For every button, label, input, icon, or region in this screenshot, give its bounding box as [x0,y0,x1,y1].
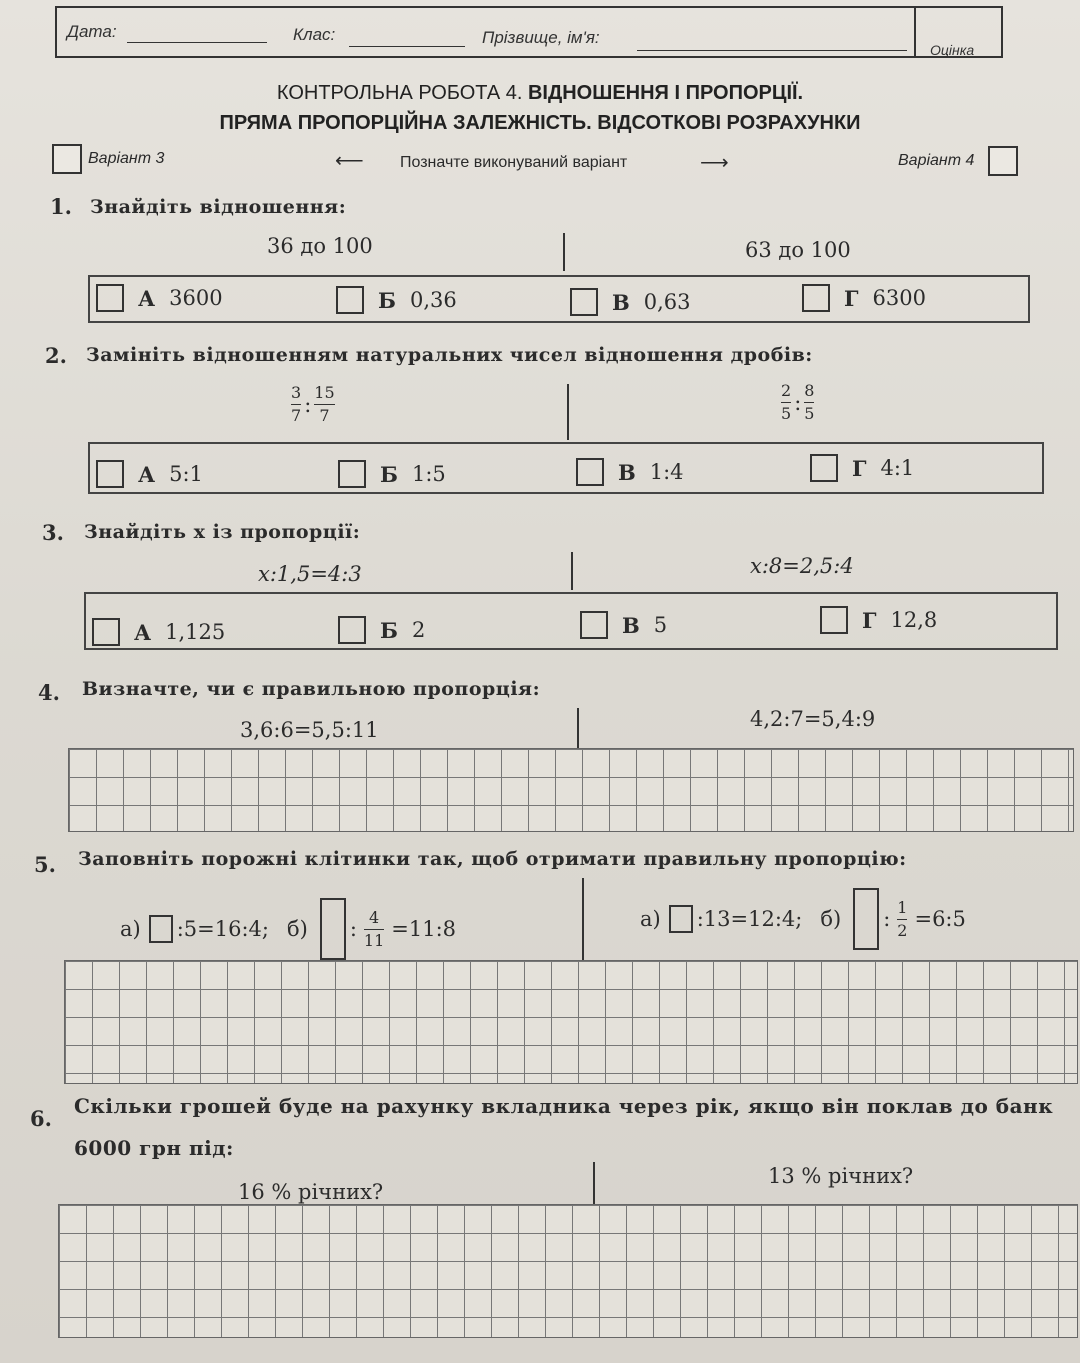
q4-left-expr: 3,6:6=5,5:11 [240,718,379,742]
title-line-1 [0,82,1080,105]
option-letter: Б [380,461,398,487]
option-value: 0,63 [643,290,691,314]
arrow-left-icon: ⟵ [335,150,364,172]
q5-text: Заповніть порожні клітинки так, щоб отримати правильну пропорцію: [78,848,907,870]
option-value: 1,125 [165,620,226,644]
option-value: 12,8 [890,608,938,632]
class-label: Клас: [293,25,336,44]
checkbox[interactable] [580,611,608,639]
q6-answer-grid[interactable] [58,1204,1078,1338]
q5-right-b-empty-cell[interactable] [853,888,879,950]
q3-divider [571,552,573,590]
q1-right-expr: 63 до 100 [745,238,851,262]
q1-text: Знайдіть відношення: [90,196,347,218]
colon: : [304,392,312,417]
checkbox[interactable] [570,288,598,316]
title-topic: ВІДНОШЕННЯ І ПРОПОРЦІЇ. [527,82,804,104]
option-value: 2 [411,618,426,642]
option-letter: Б [380,617,398,643]
checkbox[interactable] [96,284,124,312]
q2-left-expr [288,384,338,425]
q5-number: 5. [34,852,56,877]
q1-left-expr: 36 до 100 [267,234,373,258]
q1-option-a[interactable] [96,284,223,312]
option-value: 0,36 [409,288,457,312]
q3-option-d[interactable] [820,606,937,634]
option-value: 5 [653,613,668,637]
q4-right-expr: 4,2:7=5,4:9 [750,707,876,731]
q3-option-a[interactable] [92,618,225,646]
option-value: 3600 [169,286,223,310]
q4-answer-grid[interactable] [68,748,1074,832]
q3-text: Знайдіть x із пропорції: [84,521,361,543]
option-letter: В [618,459,636,485]
q6-left-expr: 16 % річних? [238,1180,384,1204]
part-a-label: а) [640,907,661,931]
option-value: 5:1 [169,462,203,486]
fraction: $\frac{1}{2}$ [897,897,908,940]
colon: : [883,907,891,931]
option-value: 1:5 [411,462,446,486]
option-letter: Г [844,285,859,311]
date-label: Дата: [67,22,117,41]
fraction: $\frac{3}{7}$ [291,383,302,425]
q2-option-c[interactable] [576,458,684,486]
q1-divider [563,233,565,271]
colon: : [794,390,802,415]
q2-number: 2. [45,343,67,368]
option-letter: Г [862,607,877,633]
option-letter: В [622,612,640,638]
part-b-expr: =11:8 [391,917,457,941]
q4-divider [577,708,579,748]
date-field[interactable] [127,42,267,43]
q3-right-expr: x:8=2,5:4 [750,554,854,578]
q2-option-b[interactable] [338,460,446,488]
student-info-header [55,6,1003,58]
checkbox[interactable] [96,460,124,488]
fraction: $\frac{15}{7}$ [314,383,335,425]
q5-left-a-empty-cell[interactable] [149,915,173,943]
q6-text-line-1: Скільки грошей буде на рахунку вкладника через рік, якщо він поклав до банк [74,1094,1054,1118]
fraction: $\frac{4}{11}$ [363,907,385,950]
checkbox[interactable] [810,454,838,482]
option-value: 6300 [872,286,926,310]
arrow-right-icon: ⟶ [700,152,729,174]
checkbox[interactable] [92,618,120,646]
colon: : [349,917,357,941]
q3-left-expr: x:1,5=4:3 [258,562,362,586]
q1-option-b[interactable] [336,286,457,314]
q3-option-c[interactable] [580,611,667,639]
option-value: 4:1 [880,456,915,480]
q1-option-d[interactable] [802,284,926,312]
q2-option-a[interactable] [96,460,203,488]
part-a-label: а) [120,917,141,941]
class-field[interactable] [349,46,465,47]
option-letter: А [138,285,156,311]
q5-answer-grid[interactable] [64,960,1078,1084]
q2-right-expr [778,382,817,423]
variant-4-checkbox[interactable] [988,146,1018,176]
q1-number: 1. [50,194,72,219]
variant-instruction: Позначте виконуваний варіант [400,154,628,171]
q2-divider [567,384,569,440]
option-letter: А [138,461,156,487]
q6-number: 6. [30,1106,52,1131]
checkbox[interactable] [576,458,604,486]
option-letter: Г [852,455,867,481]
option-letter: Б [378,287,396,313]
q2-option-d[interactable] [810,454,914,482]
variant-4-label: Варіант 4 [898,152,975,169]
q6-right-expr: 13 % річних? [768,1164,914,1188]
part-b-expr: =6:5 [914,907,966,931]
q3-number: 3. [42,520,64,545]
q2-text: Замініть відношенням натуральних чисел відношення дробів: [86,344,813,366]
variant-3-label: Варіант 3 [88,150,165,167]
title-line-2: ПРЯМА ПРОПОРЦІЙНА ЗАЛЕЖНІСТЬ. ВІДСОТКОВІ РОЗРАХУНКИ [219,112,861,134]
checkbox[interactable] [802,284,830,312]
part-b-label: б) [286,917,308,941]
option-value: 1:4 [649,460,684,484]
q5-right-expressions [640,888,966,950]
q5-right-a-empty-cell[interactable] [669,905,693,933]
grade-label: Оцінка [930,42,975,58]
option-letter: А [134,619,152,645]
name-label: Прізвище, ім'я: [482,28,600,47]
q5-left-expressions [120,898,456,960]
checkbox[interactable] [336,286,364,314]
q4-text: Визначте, чи є правильною пропорція: [82,678,541,700]
q5-divider [582,878,584,962]
variant-3-checkbox[interactable] [52,144,82,174]
checkbox[interactable] [338,616,366,644]
q4-number: 4. [38,680,60,705]
name-field[interactable] [637,50,907,51]
q6-divider [593,1162,595,1208]
q5-left-b-empty-cell[interactable] [320,898,346,960]
fraction: $\frac{2}{5}$ [781,381,792,423]
checkbox[interactable] [820,606,848,634]
q1-option-c[interactable] [570,288,691,316]
fraction: $\frac{8}{5}$ [804,381,815,423]
q6-text-line-2: 6000 грн під: [74,1136,234,1160]
checkbox[interactable] [338,460,366,488]
grade-cell[interactable] [914,8,1001,56]
part-b-label: б) [820,907,842,931]
option-letter: В [612,289,630,315]
part-a-expr: :5=16:4; [176,917,269,941]
q3-option-b[interactable] [338,616,425,644]
title-prefix: КОНТРОЛЬНА РОБОТА 4. [276,82,523,104]
part-a-expr: :13=12:4; [696,907,803,931]
